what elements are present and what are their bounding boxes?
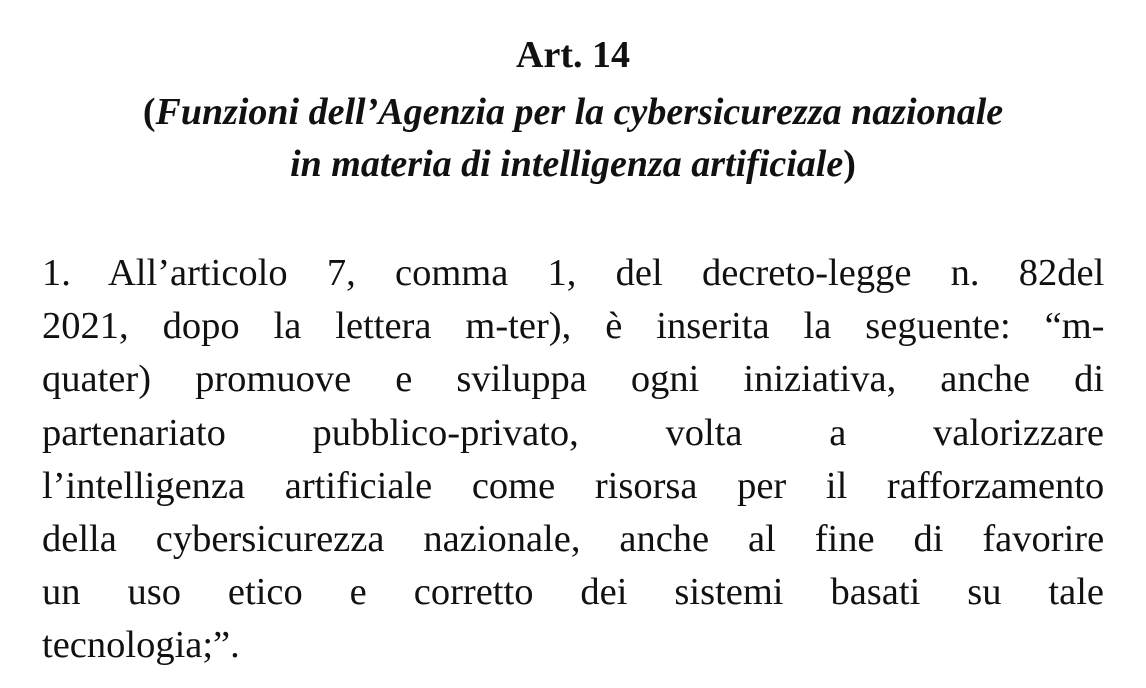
paragraph-line: 1. All’articolo 7, comma 1, del decreto-legge n. 82del	[42, 252, 1105, 294]
paragraph-line: un uso etico e corretto dei sistemi basati su tale	[42, 571, 1104, 614]
subtitle-close-paren: )	[843, 143, 856, 185]
article-subtitle-line-2	[0, 138, 1146, 190]
paragraph-line: della cybersicurezza nazionale, anche al fine di favorire	[42, 517, 1105, 560]
subtitle-text-line-2: in materia di intelligenza artificiale	[290, 143, 844, 185]
article-subtitle-line-1	[0, 86, 1146, 138]
article-subtitle	[0, 86, 1146, 190]
article-number-heading: Art. 14	[516, 34, 630, 76]
paragraph-line: partenariato pubblico-privato, volta a valorizzare	[42, 411, 1104, 454]
paragraph-line: quater) promuove e sviluppa ogni iniziativa, anche di	[42, 358, 1105, 401]
subtitle-open-paren: (	[142, 91, 156, 133]
paragraph-1	[42, 247, 1104, 673]
paragraph-line: l’intelligenza artificiale come risorsa per il rafforzamento	[42, 464, 1105, 507]
subtitle-text-line-1: Funzioni dell’Agenzia per la cybersicurezza nazionale	[155, 91, 1004, 133]
paragraph-line: tecnologia;”.	[42, 624, 240, 667]
paragraph-line: 2021, dopo la lettera m-ter), è inserita la seguente: “m-	[42, 305, 1105, 348]
